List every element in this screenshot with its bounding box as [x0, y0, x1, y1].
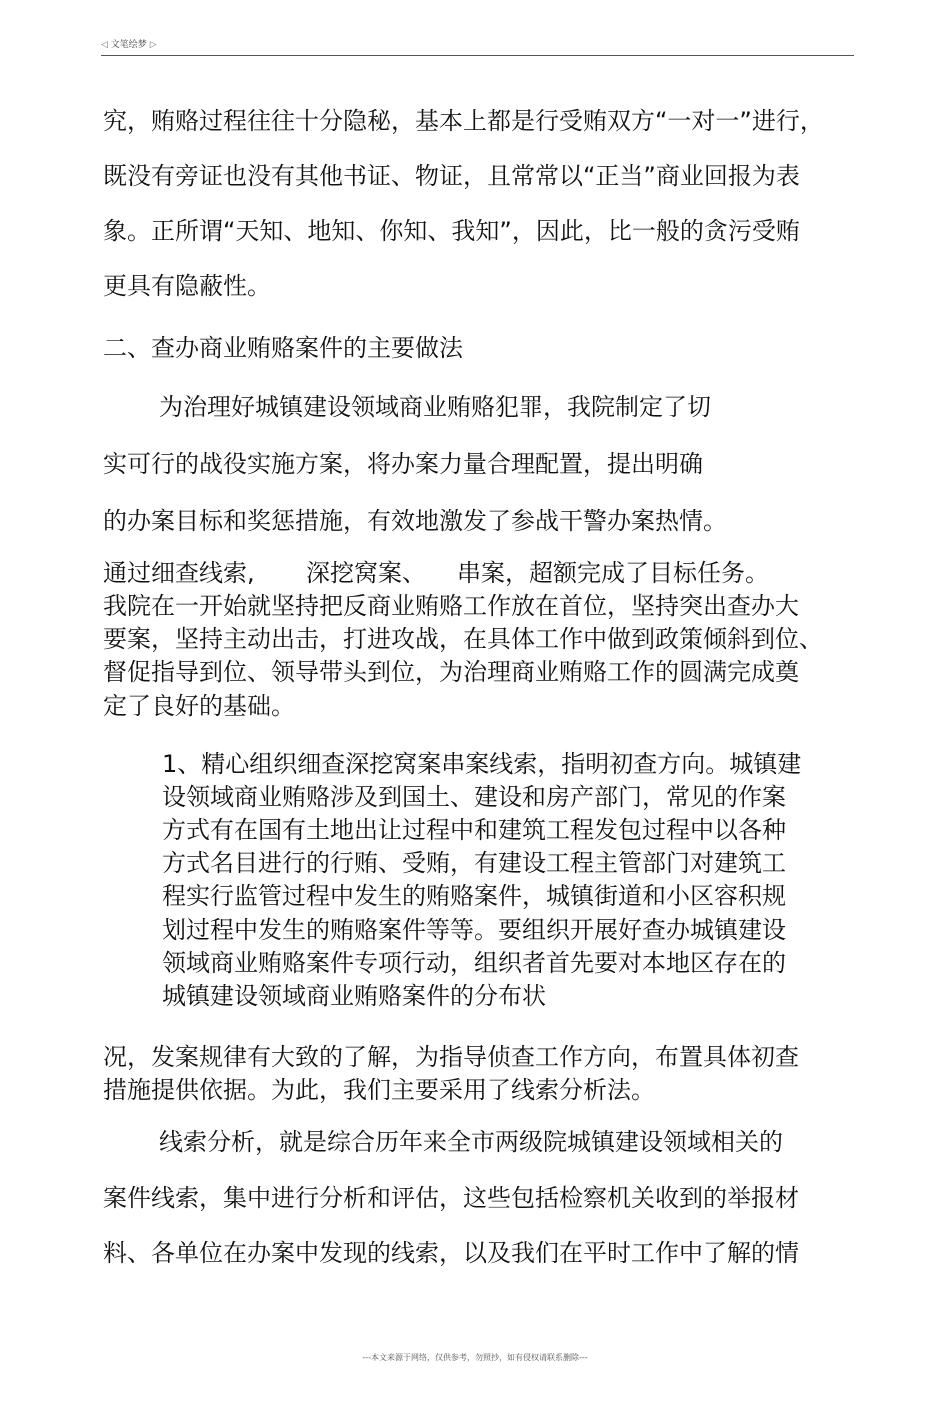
- text-line: 城镇建设领域商业贿赂案件的分布状: [162, 982, 546, 1010]
- text-line: 更具有隐蔽性。: [103, 272, 271, 300]
- text-line: 督促指导到位、领导带头到位，为治理商业贿赂工作的圆满完成奠: [103, 658, 799, 686]
- text-line: 措施提供依据。为此，我们主要采用了线索分析法。: [103, 1076, 655, 1104]
- text-line: 设领域商业贿赂涉及到国土、建设和房产部门，常见的作案: [162, 783, 786, 811]
- text-line: 1、精心组织细查深挖窝案串案线索，指明初查方向。城镇建: [162, 750, 802, 778]
- section-heading: 二、查办商业贿赂案件的主要做法: [103, 334, 463, 362]
- text-line: 方式有在国有土地出让过程中和建筑工程发包过程中以各种: [162, 816, 786, 844]
- text-line: 既没有旁证也没有其他书证、物证，且常常以“正当”商业回报为表: [103, 162, 800, 190]
- text-line: 方式名目进行的行贿、受贿，有建设工程主管部门对建筑工: [162, 849, 786, 877]
- text-line: 线索分析，就是综合历年来全市两级院城镇建设领域相关的: [159, 1128, 783, 1156]
- text-line: 我院在一开始就坚持把反商业贿赂工作放在首位，坚持突出查办大: [103, 592, 799, 620]
- page-header: [101, 38, 854, 56]
- page-footer: ---本文来源于网络，仅供参考，勿照抄，如有侵权请联系删除---: [362, 1353, 588, 1362]
- text-line: 况，发案规律有大致的了解，为指导侦查工作方向，布置具体初查: [103, 1043, 799, 1071]
- text-line: 要案，坚持主动出击，打进攻战，在具体工作中做到政策倾斜到位、: [103, 625, 823, 653]
- text-line: 串案，超额完成了目标任务。: [457, 559, 769, 587]
- text-line: 究，贿赂过程往往十分隐秘，基本上都是行受贿双方“一对一”进行，: [103, 107, 824, 135]
- text-line: 实可行的战役实施方案，将办案力量合理配置，提出明确: [103, 450, 703, 478]
- text-line: 通过细查线索,: [103, 559, 255, 587]
- text-line: 程实行监管过程中发生的贿赂案件，城镇街道和小区容积规: [162, 882, 786, 910]
- right-arrow-icon: ▷: [149, 40, 157, 50]
- text-line: 深挖窝案、: [306, 559, 426, 587]
- text-line: 为治理好城镇建设领域商业贿赂犯罪，我院制定了切: [159, 393, 711, 421]
- text-line: 划过程中发生的贿赂案件等等。要组织开展好查办城镇建设: [162, 916, 786, 944]
- text-line: 的办案目标和奖惩措施，有效地激发了参战干警办案热情。: [103, 507, 727, 535]
- text-line: 料、各单位在办案中发现的线索，以及我们在平时工作中了解的情: [103, 1239, 799, 1267]
- header-title: 文笔绘梦: [110, 40, 147, 50]
- text-line: 定了良好的基础。: [103, 692, 295, 720]
- left-arrow-icon: ◁: [101, 40, 108, 50]
- text-line: 象。正所谓“天知、地知、你知、我知”，因此，比一般的贪污受贿: [103, 217, 800, 245]
- text-line: 领域商业贿赂案件专项行动，组织者首先要对本地区存在的: [162, 949, 786, 977]
- text-line: 案件线索，集中进行分析和评估，这些包括检察机关收到的举报材: [103, 1184, 799, 1212]
